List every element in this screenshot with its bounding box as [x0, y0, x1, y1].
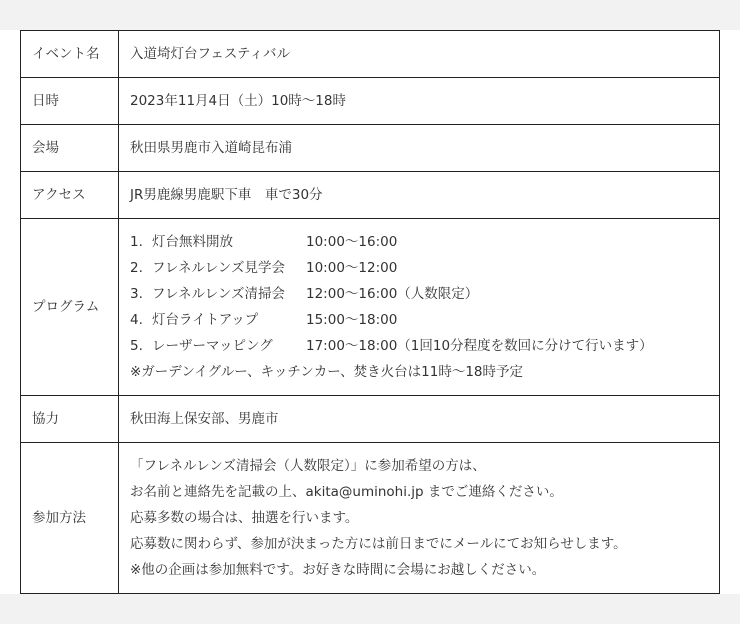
row-label: プログラム: [21, 219, 119, 396]
join-line: 応募多数の場合は、抽選を行います。: [130, 510, 359, 526]
row-label: 協力: [21, 396, 119, 443]
program-item: [130, 307, 708, 333]
program-item-number: 2.: [130, 260, 143, 276]
row-label: イベント名: [21, 31, 119, 78]
join-line: お名前と連絡先を記載の上、akita@uminohi.jp までご連絡ください。: [130, 484, 563, 500]
row-cooperation: [21, 396, 720, 443]
program-item-time: 12:00〜16:00（人数限定）: [306, 286, 479, 302]
event-info-table: [20, 30, 720, 594]
page: [0, 30, 740, 594]
program-item: [130, 281, 708, 307]
program-item: [130, 255, 708, 281]
row-event-name: [21, 31, 720, 78]
join-line: 応募数に関わらず、参加が決まった方には前日までにメールにてお知らせします。: [130, 536, 627, 552]
row-label: アクセス: [21, 172, 119, 219]
program-item: [130, 229, 708, 255]
row-value: 秋田海上保安部、男鹿市: [119, 396, 720, 443]
program-item-name: レーザーマッピング: [152, 338, 273, 354]
program-item-name: 灯台無料開放: [152, 234, 233, 250]
row-value: JR男鹿線男鹿駅下車 車で30分: [119, 172, 720, 219]
row-label: 参加方法: [21, 443, 119, 594]
program-note: ※ガーデンイグルー、キッチンカー、焚き火台は11時〜18時予定: [130, 364, 524, 380]
program-item-name: 灯台ライトアップ: [152, 312, 259, 328]
program-item-number: 4.: [130, 312, 143, 328]
row-date: [21, 78, 720, 125]
join-line: ※他の企画は参加無料です。お好きな時間に会場にお越しください。: [130, 562, 546, 578]
row-value: 入道埼灯台フェスティバル: [119, 31, 720, 78]
row-label: 日時: [21, 78, 119, 125]
row-value: 2023年11月4日（土）10時〜18時: [119, 78, 720, 125]
row-how-to-join: [21, 443, 720, 594]
program-list: [119, 219, 720, 396]
program-item-number: 3.: [130, 286, 143, 302]
program-item-time: 10:00〜16:00: [306, 234, 398, 250]
row-label: 会場: [21, 125, 119, 172]
row-value: 秋田県男鹿市入道崎昆布浦: [119, 125, 720, 172]
program-item-number: 5.: [130, 338, 143, 354]
join-text: [119, 443, 720, 594]
program-item-time: 15:00〜18:00: [306, 312, 398, 328]
program-item-time: 10:00〜12:00: [306, 260, 398, 276]
program-item-number: 1.: [130, 234, 143, 250]
row-program: [21, 219, 720, 396]
program-item-name: フレネルレンズ清掃会: [152, 286, 285, 302]
program-item-name: フレネルレンズ見学会: [152, 260, 285, 276]
join-line: 「フレネルレンズ清掃会（人数限定）」に参加希望の方は、: [130, 458, 486, 474]
row-access: [21, 172, 720, 219]
row-venue: [21, 125, 720, 172]
program-item: [130, 333, 708, 359]
program-item-time: 17:00〜18:00（1回10分程度を数回に分けて行います）: [306, 338, 653, 354]
